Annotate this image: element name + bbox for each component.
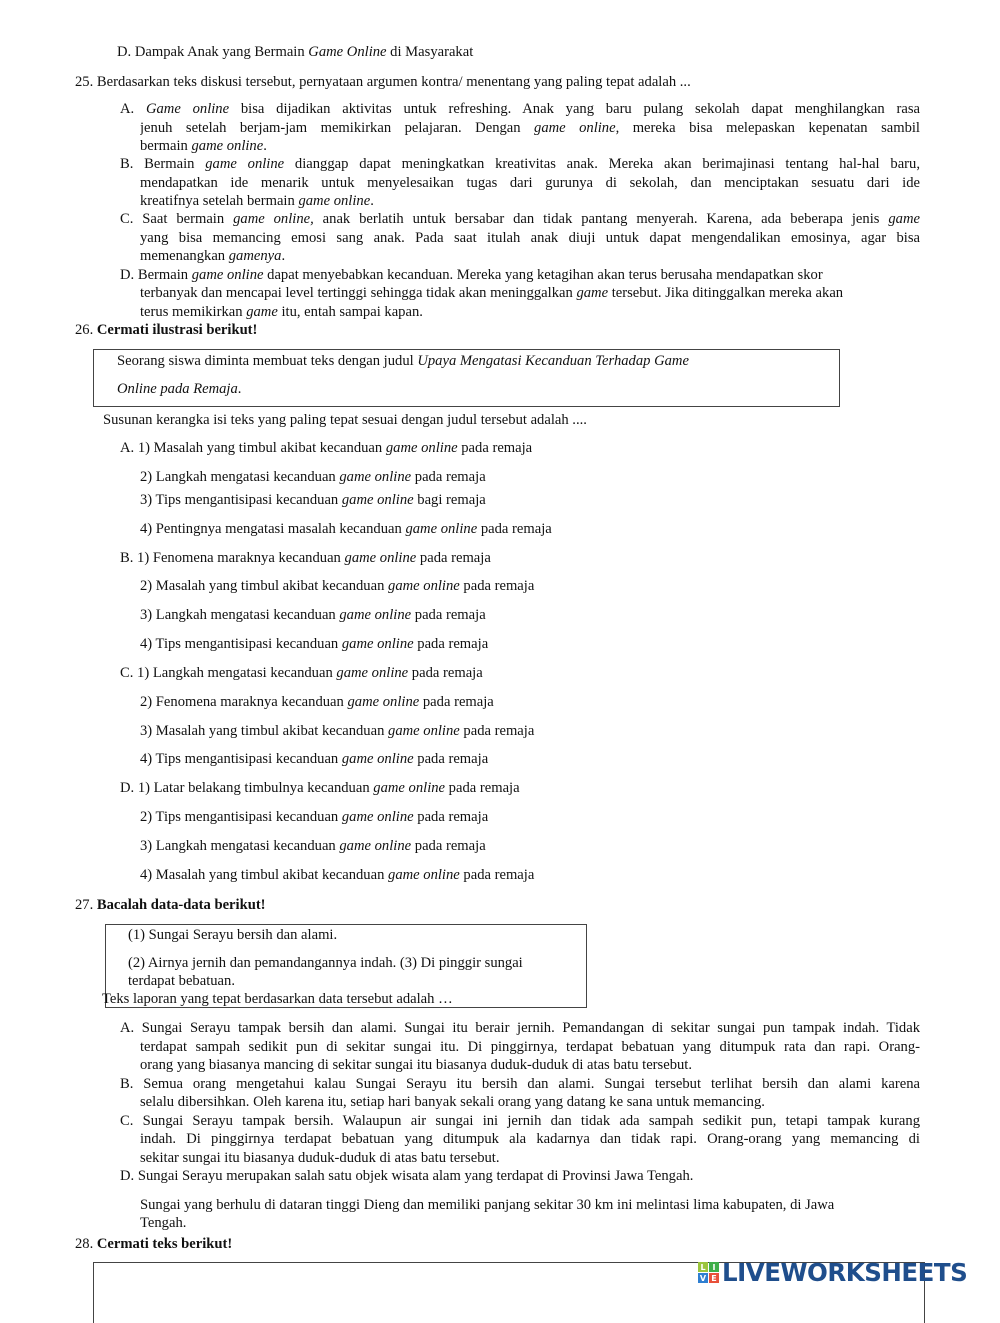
text-line [117, 381, 241, 398]
italic-text: game online [298, 193, 371, 209]
text-segment: Tengah. [140, 1215, 187, 1231]
text-segment: Sungai yang berhulu di dataran tinggi Dieng dan memiliki panjang sekitar 30 km ini melintasi lima kabupaten, di Jawa [140, 1197, 835, 1213]
text-segment: A. [120, 101, 146, 117]
text-segment: . [370, 193, 374, 209]
text-line [140, 1215, 186, 1232]
logo-letter: E [709, 1273, 719, 1283]
text-segment: 4) Tips mengantisipasi kecanduan [140, 751, 342, 767]
text-segment: bagi remaja [413, 492, 486, 508]
text-segment: pada remaja [413, 751, 489, 767]
text-segment: 2) Masalah yang timbul akibat kecanduan [140, 578, 389, 594]
text-segment: pada remaja [419, 694, 494, 710]
text-segment: D. Sungai Serayu merupakan salah satu objek wisata alam yang terdapat di Provinsi Jawa Tengah. [120, 1168, 694, 1184]
text-line [140, 193, 374, 210]
text-segment: terus memikirkan [140, 304, 247, 320]
text-line [140, 492, 486, 509]
text-line [128, 927, 337, 944]
text-line [120, 156, 920, 173]
text-segment: yang bisa memancing emosi sang anak. Pada saat itulah anak diuji untuk dapat mengendalikan emosinya, agar bisa [140, 230, 920, 246]
text-line [128, 973, 235, 990]
live-squares-icon [698, 1262, 719, 1283]
text-segment: D. Dampak Anak yang Bermain [117, 44, 309, 60]
text-segment: 2) Langkah mengatasi kecanduan [140, 469, 340, 485]
text-line [117, 353, 689, 370]
text-segment: D. 1) Latar belakang timbulnya kecanduan [120, 780, 374, 796]
text-segment: B. 1) Fenomena maraknya kecanduan [120, 550, 345, 566]
text-segment: A. 1) Masalah yang timbul akibat kecanduan [120, 440, 386, 456]
italic-text: game online [347, 694, 420, 710]
italic-text: Upaya Mengatasi Kecanduan Terhadap Game [417, 353, 689, 369]
text-segment: pada remaja [411, 469, 486, 485]
text-segment: 4) Pentingnya mengatasi masalah kecanduan [140, 521, 406, 537]
text-line [140, 1057, 692, 1074]
italic-text: game online [385, 440, 458, 456]
text-line [128, 955, 523, 972]
text-segment: 3) Tips mengantisipasi kecanduan [140, 492, 342, 508]
text-line [140, 175, 920, 192]
italic-text: game online [341, 809, 414, 825]
text-line [140, 248, 285, 265]
text-segment: C. 1) Langkah mengatasi kecanduan [120, 665, 337, 681]
heading-text: Cermati ilustrasi berikut! [96, 322, 258, 338]
text-segment: pada remaja [459, 723, 535, 739]
text-line [140, 694, 494, 711]
italic-text: game [576, 285, 609, 301]
heading-text: Bacalah data-data berikut! [96, 897, 266, 913]
text-segment: Susunan kerangka isi teks yang paling tepat sesuai dengan judul tersebut adalah .... [103, 412, 587, 428]
text-line [140, 809, 488, 826]
text-segment: terdapat sampah sedikit pun di sekitar sungai itu. Di pinggirnya, terdapat bebatuan yang ditumpuk rata dan rapi. Orang- [140, 1039, 920, 1055]
italic-text: game online [405, 521, 478, 537]
logo-text: LIVEWORKSHEETS [722, 1258, 968, 1287]
italic-text: game [246, 304, 278, 320]
italic-text: game online [388, 723, 460, 739]
text-line [140, 1150, 500, 1167]
text-line [140, 838, 486, 855]
text-segment: 28. [75, 1236, 97, 1252]
italic-text: Game online [145, 101, 230, 117]
text-segment: kreatifnya setelah bermain [140, 193, 299, 209]
text-line [140, 469, 486, 486]
text-segment: sekitar sungai itu biasanya duduk-duduk di atas batu tersebut. [140, 1150, 500, 1166]
text-segment: C. Saat bermain [120, 211, 234, 227]
italic-text: Online pada Remaja [117, 381, 238, 397]
text-segment: 26. [75, 322, 97, 338]
italic-text: game online [388, 867, 460, 883]
italic-text: game online [205, 156, 285, 172]
text-line [140, 1197, 834, 1214]
italic-text: game online [534, 120, 616, 136]
text-segment: 25. Berdasarkan teks diskusi tersebut, pernyataan argumen kontra/ menentang yang paling tepat adalah ... [75, 74, 691, 90]
text-line [75, 897, 266, 914]
text-segment: A. Sungai Serayu tampak bersih dan alami. Sungai itu berair jernih. Pemandangan di sekitar sungai pun tampak indah. Tidak [120, 1020, 920, 1036]
logo-letter: V [699, 1273, 707, 1283]
text-segment: bermain [140, 138, 192, 154]
text-line [120, 1076, 920, 1093]
text-segment: memenangkan [140, 248, 229, 264]
text-segment: D. Bermain [120, 267, 192, 283]
text-segment: B. Bermain [120, 156, 206, 172]
text-segment: mendapatkan ide menarik untuk menyelesaikan tugas dari gurunya di sekolah, dan menciptakan sesuatu dari ide [140, 175, 920, 191]
italic-text: game online, [233, 211, 314, 227]
italic-text: game online [336, 665, 409, 681]
text-line [102, 991, 453, 1008]
text-segment: , mereka bisa melepaskan kepenatan sambil [615, 120, 920, 136]
text-line [140, 867, 534, 884]
text-segment: pada remaja [416, 550, 491, 566]
text-line [140, 230, 920, 247]
text-line [140, 304, 423, 321]
text-segment: bisa dijadikan aktivitas untuk refreshing. Anak yang baru pulang sekolah dapat menghilangkan rasa [229, 101, 920, 117]
text-segment: 4) Tips mengantisipasi kecanduan [140, 636, 342, 652]
text-segment: Seorang siswa diminta membuat teks dengan judul [117, 353, 418, 369]
italic-text: game online [341, 492, 414, 508]
text-line [140, 1094, 765, 1111]
text-line [140, 723, 534, 740]
italic-text: game [888, 211, 920, 227]
text-line [140, 578, 534, 595]
text-segment: tersebut. Jika ditinggalkan mereka akan [608, 285, 844, 301]
text-line [140, 138, 267, 155]
text-line [120, 665, 483, 682]
text-segment: 3) Masalah yang timbul akibat kecanduan [140, 723, 389, 739]
text-segment: pada remaja [477, 521, 552, 537]
text-line [75, 74, 691, 91]
italic-text: game online [341, 636, 414, 652]
text-segment: B. Semua orang mengetahui kalau Sungai Serayu itu bersih dan alami. Sungai tersebut terlihat bersih dan alami karena [120, 1076, 920, 1092]
italic-text: game online [339, 469, 412, 485]
italic-text: game online [191, 138, 264, 154]
italic-text: game online [388, 578, 460, 594]
logo-letter: L [698, 1262, 708, 1272]
logo-letter: I [709, 1262, 719, 1272]
text-segment: 2) Fenomena maraknya kecanduan [140, 694, 348, 710]
text-segment: pada remaja [411, 838, 486, 854]
text-segment: pada remaja [411, 607, 486, 623]
text-segment: terbanyak dan mencapai level tertinggi sehingga tidak akan meninggalkan [140, 285, 577, 301]
italic-text: game online [373, 780, 446, 796]
text-segment: (2) Airnya jernih dan pemandangannya indah. (3) Di pinggir sungai [128, 955, 523, 971]
text-segment: (1) Sungai Serayu bersih dan alami. [128, 927, 338, 943]
text-segment: pada remaja [459, 578, 535, 594]
text-segment: di Masyarakat [386, 44, 474, 60]
text-line [103, 412, 587, 429]
text-segment: itu, entah sampai kapan. [277, 304, 423, 320]
text-line [140, 120, 920, 137]
text-segment: . [237, 381, 242, 397]
text-segment: . [263, 138, 267, 154]
text-line [120, 1113, 920, 1130]
text-line [120, 1168, 693, 1185]
text-segment: pada remaja [413, 809, 489, 825]
text-line [140, 1131, 920, 1148]
text-segment: Teks laporan yang tepat berdasarkan data tersebut adalah … [102, 991, 453, 1007]
text-segment: indah. Di pinggirnya terdapat bebatuan yang ditumpuk ala kadarnya dan tidak rapi. Orang-orang yang memancing di [140, 1131, 920, 1147]
italic-text: game online [339, 838, 412, 854]
text-line [140, 285, 843, 302]
text-segment: 2) Tips mengantisipasi kecanduan [140, 809, 342, 825]
text-segment: anak berlatih untuk bersabar dan tidak pantang menyerah. Karena, ada beberapa jenis [313, 211, 889, 227]
italic-text: game online [339, 607, 412, 623]
text-line [140, 1039, 920, 1056]
liveworksheets-logo[interactable] [698, 1258, 972, 1287]
text-segment: selalu dibersihkan. Oleh karena itu, setiap hari banyak sekali orang yang datang ke sana untuk memancing. [140, 1094, 765, 1110]
italic-text: game online [341, 751, 414, 767]
text-line [120, 780, 520, 797]
text-line [120, 211, 920, 228]
text-line [140, 521, 552, 538]
text-segment: pada remaja [457, 440, 533, 456]
text-segment: C. Sungai Serayu tampak bersih. Walaupun air sungai ini jernih dan tidak ada sampah sedikit pun, tetapi tampak kurang [120, 1113, 920, 1129]
text-line [120, 1020, 920, 1037]
text-line [117, 44, 473, 61]
text-segment: dapat menyebabkan kecanduan. Mereka yang ketagihan akan terus berusaha mendapatkan skor [263, 267, 823, 283]
text-line [120, 101, 920, 118]
text-segment: 4) Masalah yang timbul akibat kecanduan [140, 867, 389, 883]
italic-text: Game Online [308, 44, 387, 60]
text-segment: 27. [75, 897, 97, 913]
text-line [120, 550, 491, 567]
text-line [75, 322, 257, 339]
text-segment: terdapat bebatuan. [128, 973, 235, 989]
text-segment: 3) Langkah mengatasi kecanduan [140, 838, 340, 854]
text-segment: orang yang biasanya mancing di sekitar sungai itu biasanya duduk-duduk di atas batu tersebut. [140, 1057, 692, 1073]
text-line [140, 636, 488, 653]
text-segment: pada remaja [459, 867, 535, 883]
text-segment: 3) Langkah mengatasi kecanduan [140, 607, 340, 623]
text-segment: jenuh setelah berjam-jam memikirkan pelajaran. Dengan [140, 120, 535, 136]
text-line [75, 1236, 232, 1253]
text-segment: pada remaja [408, 665, 483, 681]
text-segment: dianggap dapat meningkatkan kreativitas anak. Mereka akan berimajinasi tentang hal-hal baru, [284, 156, 920, 172]
text-segment: pada remaja [445, 780, 520, 796]
italic-text: game online [191, 267, 264, 283]
italic-text: game online [344, 550, 417, 566]
text-segment: pada remaja [413, 636, 489, 652]
text-line [120, 440, 532, 457]
text-line [140, 607, 486, 624]
text-segment: . [281, 248, 286, 264]
text-line [140, 751, 488, 768]
heading-text: Cermati teks berikut! [96, 1236, 233, 1252]
italic-text: gamenya [228, 248, 282, 264]
text-line [120, 267, 823, 284]
